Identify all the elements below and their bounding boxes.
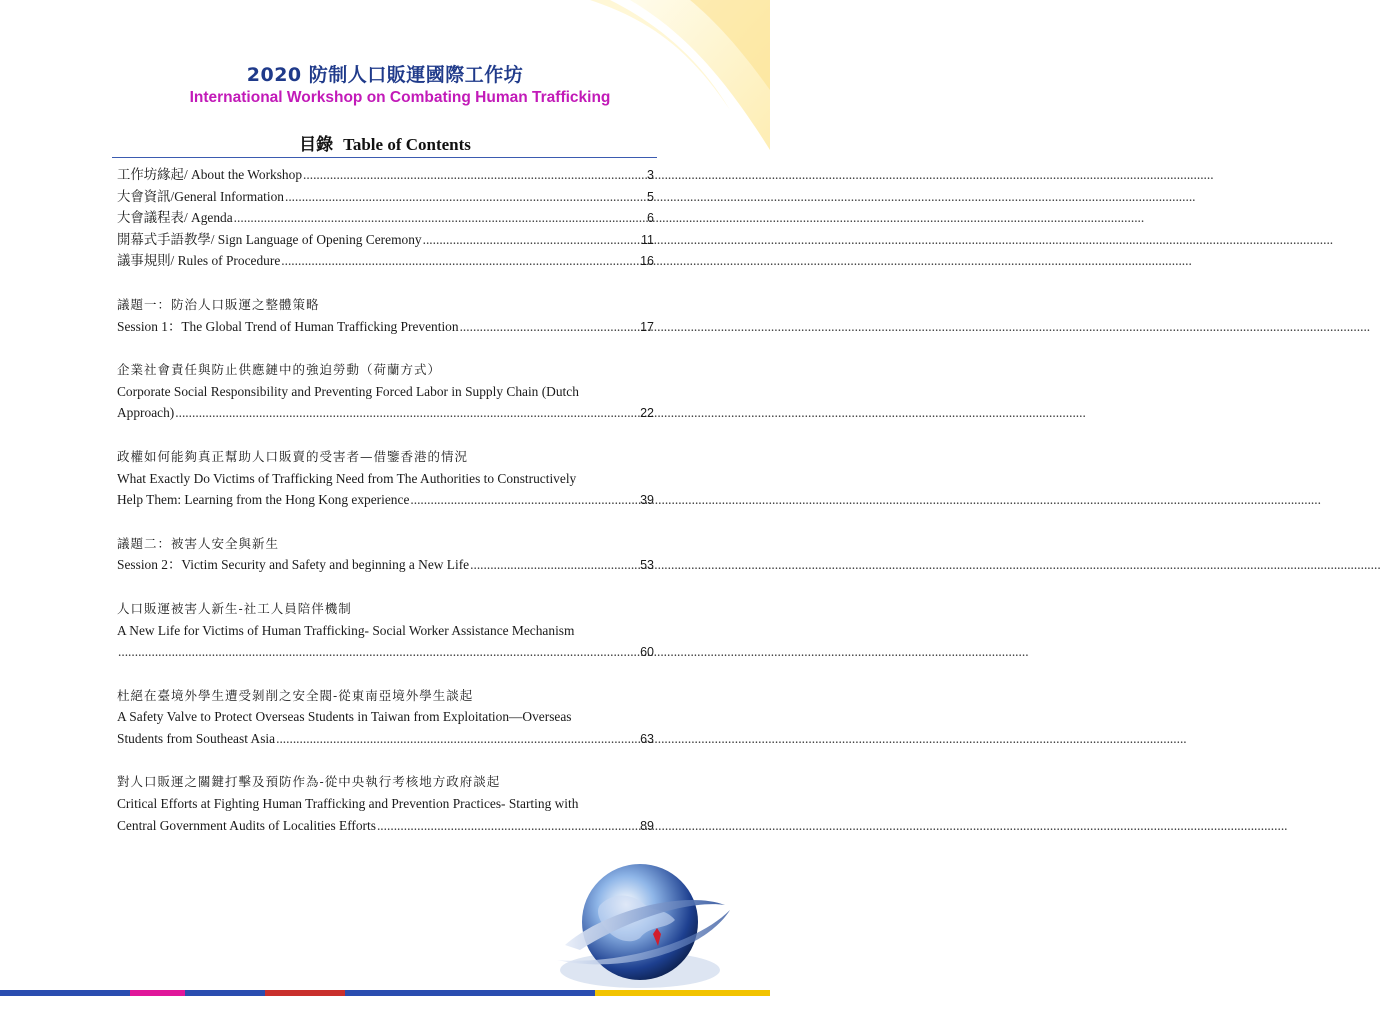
toc-session-entry[interactable] (117, 402, 654, 424)
dot-leader (276, 728, 639, 750)
section-gap (117, 663, 654, 685)
toc-heading-en: Table of Contents (343, 135, 471, 154)
toc-session-label: Central Government Audits of Localities Efforts (117, 817, 376, 833)
toc-entry-label: 工作坊緣起/ About the Workshop (117, 167, 303, 182)
toc-session-entry[interactable] (117, 815, 654, 837)
toc-entry[interactable] (117, 207, 654, 229)
color-bar-segment (595, 990, 770, 996)
section-gap (117, 337, 654, 359)
dot-leader (410, 489, 639, 511)
toc-session-page: 63 (640, 731, 654, 746)
toc-session-label: Approach) (117, 405, 175, 421)
toc-session-page: 17 (640, 319, 654, 334)
color-bar-segment (445, 990, 595, 996)
dot-leader (281, 250, 639, 272)
dot-leader (423, 229, 640, 251)
toc-entry-page: 3 (647, 168, 654, 182)
toc-entry-page: 6 (647, 211, 654, 226)
dot-leader (303, 164, 646, 186)
toc-session-page: 22 (640, 406, 654, 421)
dot-leader (460, 316, 640, 338)
section-gap (117, 424, 654, 446)
toc-session-entry[interactable] (117, 641, 654, 663)
toc-session-title-zh: 杜絕在臺境外學生遭受剝削之安全閥-從東南亞境外學生談起 (117, 687, 474, 703)
toc-session-entry[interactable] (117, 728, 654, 750)
toc-entry[interactable] (117, 164, 654, 186)
toc-session-page: 53 (640, 558, 654, 573)
toc-session-title-en: What Exactly Do Victims of Trafficking Need from The Authorities to Constructively (117, 470, 577, 486)
toc-entry-page: 11 (641, 232, 654, 247)
toc-session-label: Session 2：Victim Security and Safety and beginning a New Life (117, 557, 470, 573)
color-bar-segment (265, 990, 345, 996)
heading-rule (112, 157, 657, 158)
color-bar-segment (185, 990, 265, 996)
toc-session-page: 89 (640, 818, 654, 833)
toc-session-label: Help Them: Learning from the Hong Kong experience (117, 492, 410, 508)
toc-entry-label: 議事規則/ Rules of Procedure (117, 253, 281, 269)
toc-entry-label: 大會資訊/General Information (117, 188, 284, 204)
toc-session-label: Session 1：The Global Trend of Human Trafficking Prevention (117, 318, 459, 334)
toc-entry-label: 開幕式手語教學/ Sign Language of Opening Ceremony (117, 231, 422, 247)
section-gap (117, 511, 654, 533)
toc-session-page: 39 (640, 493, 654, 508)
dot-leader (285, 186, 646, 208)
toc-heading-zh: 目錄 (299, 135, 334, 155)
dot-leader (118, 641, 639, 663)
color-bar-segment (50, 990, 130, 996)
toc-sessions (117, 272, 654, 836)
toc-entry-page: 16 (640, 254, 654, 269)
toc-session-title-en: A New Life for Victims of Human Trafficking- Social Worker Assistance Mechanism (117, 622, 575, 638)
header-title-zh: 2020 防制人口販運國際工作坊 (246, 64, 524, 86)
toc-session-label: Students from Southeast Asia (117, 730, 276, 746)
color-bar-segment (130, 990, 185, 996)
table-of-contents (117, 164, 654, 836)
toc-session-title-zh: 議題一：防治人口販運之整體策略 (117, 296, 320, 312)
toc-session-title-zh: 人口販運被害人新生-社工人員陪伴機制 (117, 600, 352, 616)
toc-session-entry[interactable] (117, 554, 654, 576)
header-title-en: International Workshop on Combating Human Trafficking (189, 89, 611, 106)
toc-heading (0, 130, 770, 155)
toc-entries (117, 164, 654, 272)
bottom-color-bar (0, 990, 770, 996)
toc-session-page: 60 (640, 645, 654, 660)
toc-session-title-zh: 政權如何能夠真正幫助人口販賣的受害者—借鑒香港的情況 (117, 448, 469, 464)
dot-leader (470, 554, 639, 576)
toc-session-title-en: A Safety Valve to Protect Overseas Students in Taiwan from Exploitation—Overseas (117, 709, 572, 725)
toc-entry[interactable] (117, 229, 654, 251)
globe-illustration (545, 850, 735, 1000)
toc-session-title-en: Corporate Social Responsibility and Preventing Forced Labor in Supply Chain (Dutch (117, 383, 579, 399)
toc-entry-page: 5 (647, 189, 654, 204)
toc-entry[interactable] (117, 250, 654, 272)
color-bar-segment (0, 990, 50, 996)
color-bar-segment (345, 990, 445, 996)
section-gap (117, 272, 654, 294)
section-gap (117, 576, 654, 598)
section-gap (117, 749, 654, 771)
toc-session-title-en: Critical Efforts at Fighting Human Trafficking and Prevention Practices- Starting with (117, 796, 579, 812)
page-header (0, 62, 770, 108)
dot-leader (175, 402, 639, 424)
toc-session-entry[interactable] (117, 489, 654, 511)
toc-session-title-zh: 議題二：被害人安全與新生 (117, 535, 280, 551)
toc-entry[interactable] (117, 186, 654, 208)
toc-entry-label: 大會議程表/ Agenda (117, 210, 233, 226)
toc-session-entry[interactable] (117, 316, 654, 338)
toc-session-title-zh: 對人口販運之關鍵打擊及預防作為-從中央執行考核地方政府談起 (117, 774, 501, 790)
dot-leader (234, 207, 646, 229)
toc-session-title-zh: 企業社會責任與防止供應鏈中的強迫勞動（荷蘭方式） (117, 362, 442, 378)
dot-leader (377, 815, 639, 837)
